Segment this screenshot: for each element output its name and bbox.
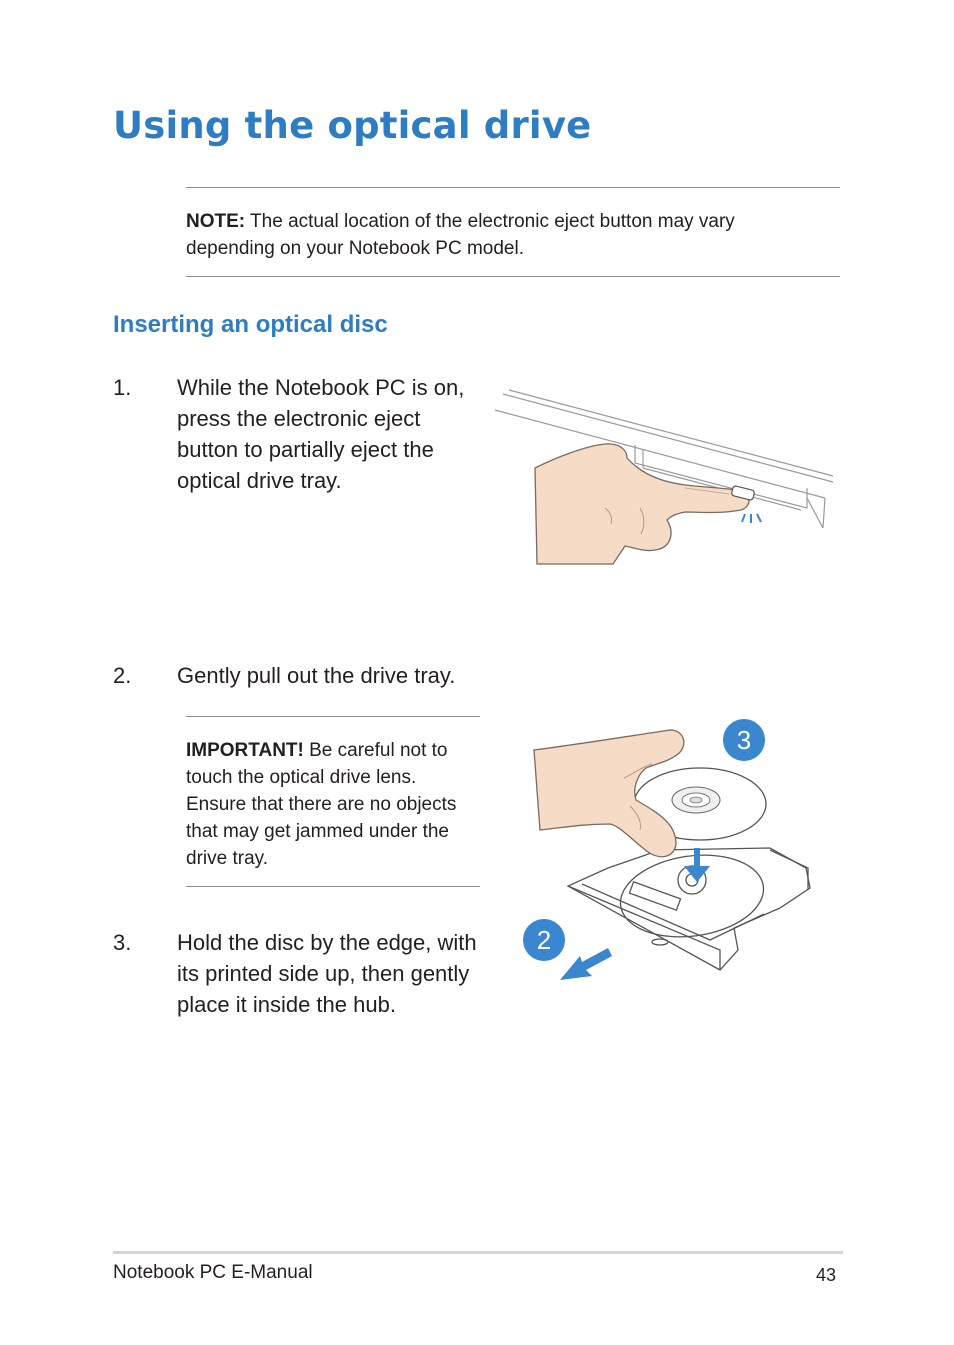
hand-icon [535,444,749,564]
step-2-number: 2. [113,663,132,688]
important-box [186,737,476,872]
page-title: Using the optical drive [113,104,592,147]
page-number: 43 [816,1265,837,1285]
important-top-divider [186,716,480,717]
note-top-divider [186,187,840,188]
step-3-badge-label: 3 [736,725,752,755]
step-3-badge [723,719,765,761]
step-2-badge-label: 2 [536,925,552,955]
pull-arrow-icon [560,948,612,980]
step-3-number: 3. [113,930,132,955]
eject-button-illustration [495,388,835,570]
important-text: Be careful not to touch the optical drive lens. Ensure that there are no objects that may get jammed under the drive tray. [186,740,457,869]
note-bottom-divider [186,276,840,277]
footer-manual-name: Notebook PC E-Manual [113,1262,313,1283]
important-label: IMPORTANT! [186,740,304,761]
step-1-number: 1. [113,375,132,400]
step-3-text: Hold the disc by the edge, with its printed side up, then gently place it inside the hub. [177,930,477,1017]
important-bottom-divider [186,886,480,887]
footer-divider [113,1251,843,1254]
note-box [186,208,786,262]
note-label: NOTE: [186,211,246,232]
step-2-badge [523,919,565,961]
step-1-text: While the Notebook PC is on, press the electronic eject button to partially eject the optical drive tray. [177,375,465,493]
press-indicator-icon [742,514,761,523]
step-2-text: Gently pull out the drive tray. [177,663,456,688]
disc-insertion-illustration [520,718,820,988]
note-text: The actual location of the electronic eject button may vary depending on your Notebook PC model. [186,211,735,259]
section-title: Inserting an optical disc [113,311,388,338]
